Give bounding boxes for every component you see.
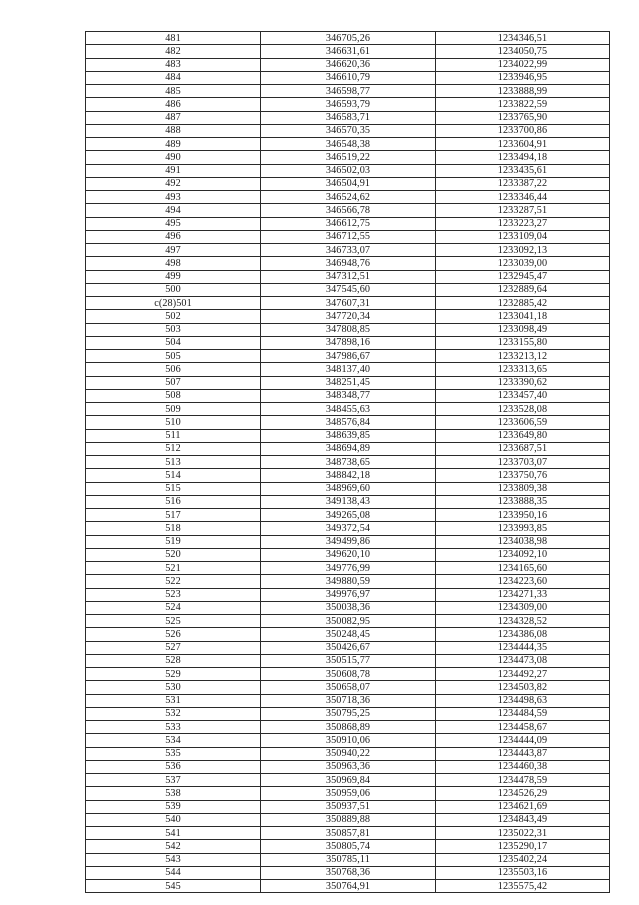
point-number-cell: 502 bbox=[86, 310, 261, 323]
y-coordinate-cell: 1232885,42 bbox=[436, 297, 610, 310]
y-coordinate-cell: 1234473,08 bbox=[436, 654, 610, 667]
table-row bbox=[86, 71, 610, 84]
point-number-cell: 488 bbox=[86, 124, 261, 137]
x-coordinate-cell: 350969,84 bbox=[261, 774, 436, 787]
y-coordinate-cell: 1234271,33 bbox=[436, 588, 610, 601]
x-coordinate-cell: 349620,10 bbox=[261, 548, 436, 561]
y-coordinate-cell: 1233528,08 bbox=[436, 403, 610, 416]
y-coordinate-cell: 1234460,38 bbox=[436, 760, 610, 773]
x-coordinate-cell: 347720,34 bbox=[261, 310, 436, 323]
x-coordinate-cell: 347808,85 bbox=[261, 323, 436, 336]
table-row bbox=[86, 654, 610, 667]
y-coordinate-cell: 1235022,31 bbox=[436, 827, 610, 840]
point-number-cell: 489 bbox=[86, 138, 261, 151]
point-number-cell: 482 bbox=[86, 45, 261, 58]
table-row bbox=[86, 310, 610, 323]
x-coordinate-cell: 347545,60 bbox=[261, 283, 436, 296]
point-number-cell: 521 bbox=[86, 562, 261, 575]
table-row bbox=[86, 866, 610, 879]
y-coordinate-cell: 1234492,27 bbox=[436, 668, 610, 681]
point-number-cell: 490 bbox=[86, 151, 261, 164]
y-coordinate-cell: 1235402,24 bbox=[436, 853, 610, 866]
table-row bbox=[86, 204, 610, 217]
y-coordinate-cell: 1233888,35 bbox=[436, 495, 610, 508]
x-coordinate-cell: 350515,77 bbox=[261, 654, 436, 667]
point-number-cell: 503 bbox=[86, 323, 261, 336]
x-coordinate-cell: 346610,79 bbox=[261, 71, 436, 84]
table-row bbox=[86, 495, 610, 508]
point-number-cell: 510 bbox=[86, 416, 261, 429]
table-row bbox=[86, 323, 610, 336]
table-row bbox=[86, 734, 610, 747]
x-coordinate-cell: 350910,06 bbox=[261, 734, 436, 747]
x-coordinate-cell: 349776,99 bbox=[261, 562, 436, 575]
point-number-cell: 494 bbox=[86, 204, 261, 217]
y-coordinate-cell: 1233946,95 bbox=[436, 71, 610, 84]
point-number-cell: 519 bbox=[86, 535, 261, 548]
table-row bbox=[86, 124, 610, 137]
y-coordinate-cell: 1234443,87 bbox=[436, 747, 610, 760]
y-coordinate-cell: 1233287,51 bbox=[436, 204, 610, 217]
y-coordinate-cell: 1235575,42 bbox=[436, 880, 610, 893]
point-number-cell: 527 bbox=[86, 641, 261, 654]
y-coordinate-cell: 1234050,75 bbox=[436, 45, 610, 58]
table-row bbox=[86, 456, 610, 469]
table-row bbox=[86, 429, 610, 442]
x-coordinate-cell: 346712,55 bbox=[261, 230, 436, 243]
y-coordinate-cell: 1234328,52 bbox=[436, 615, 610, 628]
y-coordinate-cell: 1235290,17 bbox=[436, 840, 610, 853]
table-row bbox=[86, 138, 610, 151]
table-row bbox=[86, 230, 610, 243]
point-number-cell: 524 bbox=[86, 601, 261, 614]
y-coordinate-cell: 1233313,65 bbox=[436, 363, 610, 376]
x-coordinate-cell: 346593,79 bbox=[261, 98, 436, 111]
point-number-cell: 517 bbox=[86, 509, 261, 522]
table-row bbox=[86, 482, 610, 495]
point-number-cell: 523 bbox=[86, 588, 261, 601]
y-coordinate-cell: 1234309,00 bbox=[436, 601, 610, 614]
y-coordinate-cell: 1233606,59 bbox=[436, 416, 610, 429]
table-row bbox=[86, 244, 610, 257]
x-coordinate-cell: 350795,25 bbox=[261, 707, 436, 720]
table-row bbox=[86, 853, 610, 866]
table-row bbox=[86, 217, 610, 230]
table-row bbox=[86, 336, 610, 349]
point-number-cell: 493 bbox=[86, 191, 261, 204]
x-coordinate-cell: 348576,84 bbox=[261, 416, 436, 429]
table-row bbox=[86, 522, 610, 535]
x-coordinate-cell: 350718,36 bbox=[261, 694, 436, 707]
x-coordinate-cell: 346504,91 bbox=[261, 177, 436, 190]
table-row bbox=[86, 774, 610, 787]
table-row bbox=[86, 191, 610, 204]
document-page bbox=[85, 31, 609, 893]
x-coordinate-cell: 349499,86 bbox=[261, 535, 436, 548]
x-coordinate-cell: 346598,77 bbox=[261, 85, 436, 98]
table-row bbox=[86, 601, 610, 614]
point-number-cell: 487 bbox=[86, 111, 261, 124]
point-number-cell: 531 bbox=[86, 694, 261, 707]
x-coordinate-cell: 346583,71 bbox=[261, 111, 436, 124]
table-row bbox=[86, 442, 610, 455]
y-coordinate-cell: 1233457,40 bbox=[436, 389, 610, 402]
x-coordinate-cell: 348455,63 bbox=[261, 403, 436, 416]
table-row bbox=[86, 668, 610, 681]
point-number-cell: 512 bbox=[86, 442, 261, 455]
table-row bbox=[86, 694, 610, 707]
x-coordinate-cell: 350889,88 bbox=[261, 813, 436, 826]
x-coordinate-cell: 347986,67 bbox=[261, 350, 436, 363]
y-coordinate-cell: 1234843,49 bbox=[436, 813, 610, 826]
table-row bbox=[86, 562, 610, 575]
y-coordinate-cell: 1233687,51 bbox=[436, 442, 610, 455]
point-number-cell: 543 bbox=[86, 853, 261, 866]
y-coordinate-cell: 1233649,80 bbox=[436, 429, 610, 442]
y-coordinate-cell: 1234092,10 bbox=[436, 548, 610, 561]
table-row bbox=[86, 827, 610, 840]
table-row bbox=[86, 840, 610, 853]
table-row bbox=[86, 813, 610, 826]
y-coordinate-cell: 1233993,85 bbox=[436, 522, 610, 535]
point-number-cell: 499 bbox=[86, 270, 261, 283]
y-coordinate-cell: 1234165,60 bbox=[436, 562, 610, 575]
x-coordinate-cell: 350805,74 bbox=[261, 840, 436, 853]
x-coordinate-cell: 350658,07 bbox=[261, 681, 436, 694]
table-row bbox=[86, 283, 610, 296]
table-row bbox=[86, 98, 610, 111]
point-number-cell: 495 bbox=[86, 217, 261, 230]
x-coordinate-cell: 350038,36 bbox=[261, 601, 436, 614]
point-number-cell: 484 bbox=[86, 71, 261, 84]
y-coordinate-cell: 1234526,29 bbox=[436, 787, 610, 800]
table-row bbox=[86, 177, 610, 190]
point-number-cell: 533 bbox=[86, 721, 261, 734]
table-row bbox=[86, 376, 610, 389]
point-number-cell: 539 bbox=[86, 800, 261, 813]
point-number-cell: 504 bbox=[86, 336, 261, 349]
table-row bbox=[86, 111, 610, 124]
table-row bbox=[86, 164, 610, 177]
table-row bbox=[86, 641, 610, 654]
y-coordinate-cell: 1233750,76 bbox=[436, 469, 610, 482]
table-row bbox=[86, 389, 610, 402]
point-number-cell: 538 bbox=[86, 787, 261, 800]
y-coordinate-cell: 1234444,09 bbox=[436, 734, 610, 747]
table-row bbox=[86, 297, 610, 310]
table-row bbox=[86, 548, 610, 561]
table-row bbox=[86, 350, 610, 363]
point-number-cell: 529 bbox=[86, 668, 261, 681]
y-coordinate-cell: 1233041,18 bbox=[436, 310, 610, 323]
y-coordinate-cell: 1234503,82 bbox=[436, 681, 610, 694]
point-number-cell: 505 bbox=[86, 350, 261, 363]
point-number-cell: 532 bbox=[86, 707, 261, 720]
y-coordinate-cell: 1234444,35 bbox=[436, 641, 610, 654]
y-coordinate-cell: 1233039,00 bbox=[436, 257, 610, 270]
y-coordinate-cell: 1233604,91 bbox=[436, 138, 610, 151]
point-number-cell: 506 bbox=[86, 363, 261, 376]
x-coordinate-cell: 346733,07 bbox=[261, 244, 436, 257]
y-coordinate-cell: 1233387,22 bbox=[436, 177, 610, 190]
point-number-cell: 509 bbox=[86, 403, 261, 416]
y-coordinate-cell: 1233098,49 bbox=[436, 323, 610, 336]
table-row bbox=[86, 721, 610, 734]
x-coordinate-cell: 350768,36 bbox=[261, 866, 436, 879]
point-number-cell: 541 bbox=[86, 827, 261, 840]
x-coordinate-cell: 350940,22 bbox=[261, 747, 436, 760]
x-coordinate-cell: 346502,03 bbox=[261, 164, 436, 177]
x-coordinate-cell: 348639,85 bbox=[261, 429, 436, 442]
y-coordinate-cell: 1233888,99 bbox=[436, 85, 610, 98]
x-coordinate-cell: 346548,38 bbox=[261, 138, 436, 151]
table-row bbox=[86, 363, 610, 376]
x-coordinate-cell: 346631,61 bbox=[261, 45, 436, 58]
x-coordinate-cell: 350963,36 bbox=[261, 760, 436, 773]
x-coordinate-cell: 350764,91 bbox=[261, 880, 436, 893]
point-number-cell: c(28)501 bbox=[86, 297, 261, 310]
y-coordinate-cell: 1233700,86 bbox=[436, 124, 610, 137]
x-coordinate-cell: 348137,40 bbox=[261, 363, 436, 376]
x-coordinate-cell: 348738,65 bbox=[261, 456, 436, 469]
y-coordinate-cell: 1233155,80 bbox=[436, 336, 610, 349]
table-row bbox=[86, 681, 610, 694]
x-coordinate-cell: 349372,54 bbox=[261, 522, 436, 535]
x-coordinate-cell: 350868,89 bbox=[261, 721, 436, 734]
x-coordinate-cell: 349138,43 bbox=[261, 495, 436, 508]
table-row bbox=[86, 628, 610, 641]
y-coordinate-cell: 1233092,13 bbox=[436, 244, 610, 257]
point-number-cell: 540 bbox=[86, 813, 261, 826]
coordinates-table bbox=[85, 31, 610, 893]
point-number-cell: 526 bbox=[86, 628, 261, 641]
x-coordinate-cell: 348694,89 bbox=[261, 442, 436, 455]
y-coordinate-cell: 1234346,51 bbox=[436, 32, 610, 45]
table-row bbox=[86, 880, 610, 893]
y-coordinate-cell: 1234478,59 bbox=[436, 774, 610, 787]
x-coordinate-cell: 349265,08 bbox=[261, 509, 436, 522]
point-number-cell: 534 bbox=[86, 734, 261, 747]
x-coordinate-cell: 350248,45 bbox=[261, 628, 436, 641]
point-number-cell: 481 bbox=[86, 32, 261, 45]
y-coordinate-cell: 1233223,27 bbox=[436, 217, 610, 230]
table-row bbox=[86, 588, 610, 601]
point-number-cell: 507 bbox=[86, 376, 261, 389]
point-number-cell: 525 bbox=[86, 615, 261, 628]
point-number-cell: 497 bbox=[86, 244, 261, 257]
table-row bbox=[86, 151, 610, 164]
point-number-cell: 516 bbox=[86, 495, 261, 508]
x-coordinate-cell: 350857,81 bbox=[261, 827, 436, 840]
y-coordinate-cell: 1233765,90 bbox=[436, 111, 610, 124]
y-coordinate-cell: 1234484,59 bbox=[436, 707, 610, 720]
table-row bbox=[86, 509, 610, 522]
point-number-cell: 500 bbox=[86, 283, 261, 296]
y-coordinate-cell: 1233950,16 bbox=[436, 509, 610, 522]
point-number-cell: 520 bbox=[86, 548, 261, 561]
x-coordinate-cell: 346948,76 bbox=[261, 257, 436, 270]
table-row bbox=[86, 575, 610, 588]
y-coordinate-cell: 1233390,62 bbox=[436, 376, 610, 389]
point-number-cell: 536 bbox=[86, 760, 261, 773]
point-number-cell: 491 bbox=[86, 164, 261, 177]
table-row bbox=[86, 403, 610, 416]
y-coordinate-cell: 1233822,59 bbox=[436, 98, 610, 111]
point-number-cell: 542 bbox=[86, 840, 261, 853]
y-coordinate-cell: 1233703,07 bbox=[436, 456, 610, 469]
table-row bbox=[86, 270, 610, 283]
table-row bbox=[86, 416, 610, 429]
point-number-cell: 528 bbox=[86, 654, 261, 667]
y-coordinate-cell: 1234223,60 bbox=[436, 575, 610, 588]
point-number-cell: 486 bbox=[86, 98, 261, 111]
x-coordinate-cell: 349880,59 bbox=[261, 575, 436, 588]
x-coordinate-cell: 350785,11 bbox=[261, 853, 436, 866]
y-coordinate-cell: 1233213,12 bbox=[436, 350, 610, 363]
point-number-cell: 492 bbox=[86, 177, 261, 190]
point-number-cell: 545 bbox=[86, 880, 261, 893]
x-coordinate-cell: 346620,36 bbox=[261, 58, 436, 71]
table-row bbox=[86, 58, 610, 71]
x-coordinate-cell: 348348,77 bbox=[261, 389, 436, 402]
x-coordinate-cell: 346612,75 bbox=[261, 217, 436, 230]
x-coordinate-cell: 350608,78 bbox=[261, 668, 436, 681]
x-coordinate-cell: 350426,67 bbox=[261, 641, 436, 654]
y-coordinate-cell: 1234458,67 bbox=[436, 721, 610, 734]
y-coordinate-cell: 1233435,61 bbox=[436, 164, 610, 177]
x-coordinate-cell: 346566,78 bbox=[261, 204, 436, 217]
point-number-cell: 544 bbox=[86, 866, 261, 879]
x-coordinate-cell: 347898,16 bbox=[261, 336, 436, 349]
point-number-cell: 537 bbox=[86, 774, 261, 787]
y-coordinate-cell: 1235503,16 bbox=[436, 866, 610, 879]
point-number-cell: 498 bbox=[86, 257, 261, 270]
table-row bbox=[86, 707, 610, 720]
x-coordinate-cell: 348842,18 bbox=[261, 469, 436, 482]
y-coordinate-cell: 1232945,47 bbox=[436, 270, 610, 283]
point-number-cell: 485 bbox=[86, 85, 261, 98]
table-row bbox=[86, 85, 610, 98]
x-coordinate-cell: 350082,95 bbox=[261, 615, 436, 628]
point-number-cell: 522 bbox=[86, 575, 261, 588]
table-row bbox=[86, 469, 610, 482]
x-coordinate-cell: 347607,31 bbox=[261, 297, 436, 310]
x-coordinate-cell: 348969,60 bbox=[261, 482, 436, 495]
table-row bbox=[86, 615, 610, 628]
x-coordinate-cell: 350959,06 bbox=[261, 787, 436, 800]
y-coordinate-cell: 1233494,18 bbox=[436, 151, 610, 164]
x-coordinate-cell: 346570,35 bbox=[261, 124, 436, 137]
y-coordinate-cell: 1233809,38 bbox=[436, 482, 610, 495]
table-row bbox=[86, 800, 610, 813]
point-number-cell: 514 bbox=[86, 469, 261, 482]
point-number-cell: 483 bbox=[86, 58, 261, 71]
point-number-cell: 535 bbox=[86, 747, 261, 760]
table-row bbox=[86, 787, 610, 800]
table-row bbox=[86, 747, 610, 760]
x-coordinate-cell: 347312,51 bbox=[261, 270, 436, 283]
table-row bbox=[86, 32, 610, 45]
y-coordinate-cell: 1234621,69 bbox=[436, 800, 610, 813]
point-number-cell: 511 bbox=[86, 429, 261, 442]
x-coordinate-cell: 350937,51 bbox=[261, 800, 436, 813]
x-coordinate-cell: 349976,97 bbox=[261, 588, 436, 601]
y-coordinate-cell: 1234498,63 bbox=[436, 694, 610, 707]
y-coordinate-cell: 1233109,04 bbox=[436, 230, 610, 243]
point-number-cell: 496 bbox=[86, 230, 261, 243]
table-row bbox=[86, 535, 610, 548]
y-coordinate-cell: 1233346,44 bbox=[436, 191, 610, 204]
x-coordinate-cell: 346524,62 bbox=[261, 191, 436, 204]
point-number-cell: 518 bbox=[86, 522, 261, 535]
table-row bbox=[86, 45, 610, 58]
x-coordinate-cell: 346519,22 bbox=[261, 151, 436, 164]
x-coordinate-cell: 346705,26 bbox=[261, 32, 436, 45]
table-row bbox=[86, 257, 610, 270]
x-coordinate-cell: 348251,45 bbox=[261, 376, 436, 389]
y-coordinate-cell: 1232889,64 bbox=[436, 283, 610, 296]
point-number-cell: 508 bbox=[86, 389, 261, 402]
y-coordinate-cell: 1234038,98 bbox=[436, 535, 610, 548]
point-number-cell: 513 bbox=[86, 456, 261, 469]
point-number-cell: 515 bbox=[86, 482, 261, 495]
point-number-cell: 530 bbox=[86, 681, 261, 694]
table-row bbox=[86, 760, 610, 773]
y-coordinate-cell: 1234386,08 bbox=[436, 628, 610, 641]
y-coordinate-cell: 1234022,99 bbox=[436, 58, 610, 71]
coordinates-table-body bbox=[86, 32, 610, 893]
